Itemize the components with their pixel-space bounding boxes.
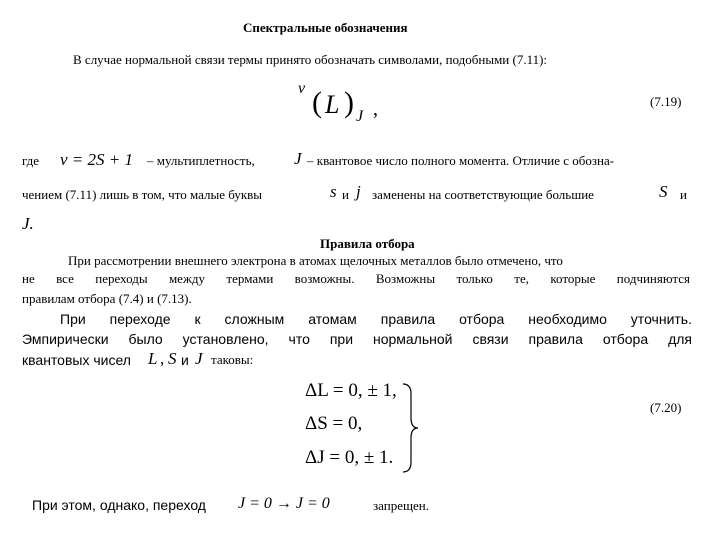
para2-comma: , bbox=[160, 349, 165, 368]
selection-rules-heading: Правила отбора bbox=[320, 236, 415, 251]
para2-line2: Эмпирически было установлено, что при нормальной связи правила отбора для bbox=[22, 331, 692, 347]
eq719-nu: ν bbox=[298, 80, 306, 97]
last-line-text: При этом, однако, переход bbox=[32, 497, 206, 513]
eq720-row3: ΔJ = 0, ± 1. bbox=[305, 447, 394, 468]
line2-text1: чением (7.11) лишь в том, что малые буквы bbox=[22, 187, 263, 202]
para1-line1: При рассмотрении внешнего электрона в атомах щелочных металлов было отмечено, что bbox=[68, 253, 563, 268]
eq719-paren-left: ( bbox=[312, 86, 322, 119]
forbidden-word: запрещен. bbox=[373, 498, 429, 513]
eq719-J: J bbox=[356, 108, 364, 125]
eq719-paren-right: ) bbox=[344, 86, 354, 119]
eq719-L: L bbox=[325, 90, 340, 119]
var-s-small: s bbox=[330, 182, 337, 201]
para2-and: и bbox=[181, 352, 189, 368]
intro-text: В случае нормальной связи термы принято обозначать символами, подобными (7.11): bbox=[73, 52, 548, 67]
para2-tail: таковы: bbox=[211, 352, 254, 367]
para2-var-S: S bbox=[168, 349, 177, 368]
line2-and2: и bbox=[680, 187, 687, 202]
para1-line2: не все переходы между термами возможны. Возможны только те, которые подчиняются bbox=[22, 271, 690, 286]
para2-var-J: J bbox=[195, 349, 203, 368]
eq720-row1: ΔL = 0, ± 1, bbox=[305, 380, 397, 401]
para2-var-L: L bbox=[148, 349, 158, 368]
para2-line3: квантовых чисел bbox=[22, 352, 131, 368]
para2-line1: При переходе к сложным атомам правила отбора необходимо уточнить. bbox=[60, 311, 692, 327]
line2-and1: и bbox=[342, 187, 349, 202]
var-j-small: j bbox=[356, 182, 361, 201]
quantum-number-text: – квантовое число полного момента. Отличие с обозна- bbox=[307, 153, 615, 168]
right-brace-icon bbox=[400, 382, 422, 474]
J-dot: J. bbox=[22, 214, 34, 233]
multiplicity-text: – мультиплетность, bbox=[147, 153, 255, 168]
eq720-label: (7.20) bbox=[650, 400, 682, 415]
line2-text2: заменены на соответствующие большие bbox=[372, 187, 594, 202]
nu-formula: ν = 2S + 1 bbox=[60, 150, 133, 169]
eq719-comma: , bbox=[373, 98, 378, 120]
forbidden-transition-formula: J = 0 → J = 0 bbox=[238, 495, 330, 512]
eq719-label: (7.19) bbox=[650, 94, 682, 109]
where-word: где bbox=[22, 153, 40, 168]
eq720-row2: ΔS = 0, bbox=[305, 413, 363, 434]
section-heading: Спектральные обозначения bbox=[243, 20, 408, 35]
para1-line3: правилам отбора (7.4) и (7.13). bbox=[22, 291, 192, 306]
var-S-big: S bbox=[659, 182, 668, 201]
var-J: J bbox=[294, 149, 302, 168]
